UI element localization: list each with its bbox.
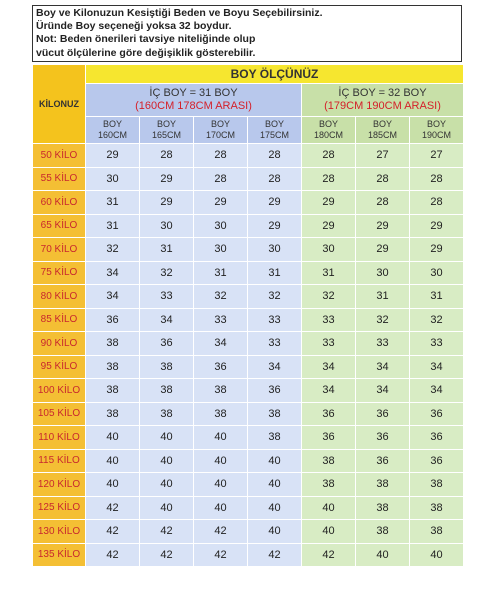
column-header-top: BOY bbox=[102, 119, 122, 129]
size-cell: 28 bbox=[248, 144, 302, 168]
size-cell: 42 bbox=[86, 543, 140, 567]
size-cell: 42 bbox=[248, 543, 302, 567]
size-cell: 27 bbox=[410, 144, 464, 168]
table-row bbox=[33, 285, 464, 309]
size-cell: 38 bbox=[86, 402, 140, 426]
size-cell: 42 bbox=[86, 496, 140, 520]
group-range: (160CM 178CM ARASI) bbox=[135, 100, 252, 112]
size-cell: 29 bbox=[86, 144, 140, 168]
table-row bbox=[33, 449, 464, 473]
size-cell: 32 bbox=[194, 285, 248, 309]
size-cell: 42 bbox=[140, 543, 194, 567]
kilo-cell: 55 KİLO bbox=[33, 167, 86, 191]
size-cell: 33 bbox=[356, 332, 410, 356]
size-cell: 30 bbox=[248, 238, 302, 262]
size-cell: 38 bbox=[356, 520, 410, 544]
size-cell: 30 bbox=[410, 261, 464, 285]
size-cell: 38 bbox=[356, 473, 410, 497]
size-cell: 29 bbox=[140, 191, 194, 215]
column-header bbox=[302, 117, 356, 144]
size-cell: 34 bbox=[356, 355, 410, 379]
size-cell: 42 bbox=[302, 543, 356, 567]
size-cell: 33 bbox=[302, 332, 356, 356]
size-cell: 40 bbox=[86, 449, 140, 473]
column-header-top: BOY bbox=[210, 119, 230, 129]
table-row bbox=[33, 496, 464, 520]
size-cell: 38 bbox=[140, 402, 194, 426]
size-cell: 40 bbox=[248, 449, 302, 473]
group-header-32 bbox=[302, 84, 464, 117]
size-cell: 28 bbox=[356, 191, 410, 215]
kilo-cell: 60 KİLO bbox=[33, 191, 86, 215]
size-cell: 29 bbox=[194, 191, 248, 215]
size-chart-table bbox=[32, 64, 464, 567]
size-cell: 28 bbox=[194, 167, 248, 191]
size-cell: 36 bbox=[356, 449, 410, 473]
column-header-top: BOY bbox=[264, 119, 284, 129]
size-cell: 38 bbox=[194, 379, 248, 403]
size-cell: 30 bbox=[86, 167, 140, 191]
size-cell: 28 bbox=[194, 144, 248, 168]
size-cell: 34 bbox=[302, 355, 356, 379]
size-cell: 30 bbox=[302, 238, 356, 262]
size-cell: 38 bbox=[86, 355, 140, 379]
table-row bbox=[33, 261, 464, 285]
size-cell: 30 bbox=[194, 238, 248, 262]
kilo-cell: 115 KİLO bbox=[33, 449, 86, 473]
size-cell: 28 bbox=[410, 191, 464, 215]
kilo-cell: 90 KİLO bbox=[33, 332, 86, 356]
size-cell: 27 bbox=[356, 144, 410, 168]
size-cell: 31 bbox=[248, 261, 302, 285]
column-header-top: BOY bbox=[318, 119, 338, 129]
size-cell: 33 bbox=[248, 308, 302, 332]
size-cell: 38 bbox=[194, 402, 248, 426]
table-row bbox=[33, 520, 464, 544]
size-cell: 34 bbox=[86, 261, 140, 285]
column-header-bottom: 190CM bbox=[421, 130, 451, 140]
table-row bbox=[33, 355, 464, 379]
size-cell: 28 bbox=[302, 167, 356, 191]
table-row bbox=[33, 402, 464, 426]
table-row bbox=[33, 308, 464, 332]
size-cell: 40 bbox=[194, 449, 248, 473]
kilo-cell: 125 KİLO bbox=[33, 496, 86, 520]
size-cell: 34 bbox=[140, 308, 194, 332]
size-cell: 40 bbox=[86, 426, 140, 450]
size-cell: 31 bbox=[410, 285, 464, 309]
size-cell: 40 bbox=[302, 520, 356, 544]
kilo-cell: 65 KİLO bbox=[33, 214, 86, 238]
size-cell: 38 bbox=[86, 379, 140, 403]
info-note bbox=[32, 5, 462, 62]
size-cell: 42 bbox=[194, 520, 248, 544]
size-cell: 38 bbox=[140, 379, 194, 403]
size-cell: 34 bbox=[194, 332, 248, 356]
kilo-cell: 110 KİLO bbox=[33, 426, 86, 450]
size-cell: 42 bbox=[86, 520, 140, 544]
size-cell: 30 bbox=[356, 261, 410, 285]
size-cell: 40 bbox=[302, 496, 356, 520]
note-line: Üründe Boy seçeneği yoksa 32 boydur. bbox=[36, 20, 232, 33]
size-cell: 31 bbox=[194, 261, 248, 285]
size-cell: 40 bbox=[248, 520, 302, 544]
size-cell: 32 bbox=[410, 308, 464, 332]
column-header bbox=[410, 117, 464, 144]
size-cell: 29 bbox=[248, 214, 302, 238]
size-cell: 29 bbox=[410, 214, 464, 238]
size-cell: 29 bbox=[140, 167, 194, 191]
size-cell: 42 bbox=[140, 520, 194, 544]
size-cell: 36 bbox=[356, 402, 410, 426]
size-cell: 36 bbox=[410, 402, 464, 426]
size-cell: 33 bbox=[140, 285, 194, 309]
column-header bbox=[140, 117, 194, 144]
size-cell: 28 bbox=[248, 167, 302, 191]
size-cell: 31 bbox=[140, 238, 194, 262]
size-cell: 29 bbox=[410, 238, 464, 262]
table-title: BOY ÖLÇÜNÜZ bbox=[86, 65, 464, 84]
size-cell: 40 bbox=[140, 473, 194, 497]
size-cell: 40 bbox=[86, 473, 140, 497]
kilo-cell: 135 KİLO bbox=[33, 543, 86, 567]
table-row bbox=[33, 426, 464, 450]
column-header bbox=[194, 117, 248, 144]
size-cell: 36 bbox=[302, 426, 356, 450]
kilo-cell: 75 KİLO bbox=[33, 261, 86, 285]
size-cell: 38 bbox=[248, 426, 302, 450]
column-header bbox=[356, 117, 410, 144]
size-cell: 40 bbox=[194, 496, 248, 520]
column-header-top: BOY bbox=[426, 119, 446, 129]
column-header-bottom: 175CM bbox=[259, 130, 289, 140]
size-cell: 32 bbox=[248, 285, 302, 309]
group-label: İÇ BOY = 31 BOY bbox=[149, 87, 238, 99]
kilo-cell: 70 KİLO bbox=[33, 238, 86, 262]
size-cell: 29 bbox=[302, 191, 356, 215]
kilo-cell: 100 KİLO bbox=[33, 379, 86, 403]
column-header-bottom: 160CM bbox=[97, 130, 127, 140]
size-cell: 38 bbox=[302, 473, 356, 497]
kilo-cell: 80 KİLO bbox=[33, 285, 86, 309]
size-cell: 38 bbox=[410, 473, 464, 497]
size-cell: 36 bbox=[302, 402, 356, 426]
size-cell: 31 bbox=[86, 214, 140, 238]
size-cell: 28 bbox=[410, 167, 464, 191]
size-cell: 40 bbox=[194, 426, 248, 450]
size-cell: 40 bbox=[410, 543, 464, 567]
size-cell: 40 bbox=[248, 473, 302, 497]
kilo-cell: 95 KİLO bbox=[33, 355, 86, 379]
note-line: Not: Beden önerileri tavsiye niteliğinde olup bbox=[36, 33, 256, 46]
size-cell: 40 bbox=[194, 473, 248, 497]
size-cell: 34 bbox=[356, 379, 410, 403]
size-cell: 38 bbox=[140, 355, 194, 379]
size-cell: 33 bbox=[194, 308, 248, 332]
size-cell: 34 bbox=[86, 285, 140, 309]
size-cell: 36 bbox=[410, 426, 464, 450]
column-header-bottom: 185CM bbox=[367, 130, 397, 140]
size-cell: 36 bbox=[356, 426, 410, 450]
size-cell: 38 bbox=[86, 332, 140, 356]
size-cell: 38 bbox=[356, 496, 410, 520]
kilo-cell: 105 KİLO bbox=[33, 402, 86, 426]
column-header-top: BOY bbox=[372, 119, 392, 129]
note-line: vücut ölçülerine göre değişiklik gösterebilir. bbox=[36, 46, 256, 59]
size-cell: 32 bbox=[86, 238, 140, 262]
size-cell: 29 bbox=[302, 214, 356, 238]
size-cell: 33 bbox=[248, 332, 302, 356]
kilo-column-header: KİLONUZ bbox=[33, 65, 86, 144]
size-cell: 36 bbox=[140, 332, 194, 356]
size-cell: 28 bbox=[140, 144, 194, 168]
table-row bbox=[33, 238, 464, 262]
table-row bbox=[33, 144, 464, 168]
size-cell: 29 bbox=[248, 191, 302, 215]
size-cell: 40 bbox=[140, 496, 194, 520]
size-cell: 38 bbox=[410, 520, 464, 544]
size-cell: 32 bbox=[140, 261, 194, 285]
kilo-cell: 85 KİLO bbox=[33, 308, 86, 332]
size-cell: 28 bbox=[302, 144, 356, 168]
size-cell: 40 bbox=[248, 496, 302, 520]
size-cell: 34 bbox=[410, 379, 464, 403]
size-cell: 32 bbox=[302, 285, 356, 309]
size-cell: 34 bbox=[410, 355, 464, 379]
size-cell: 38 bbox=[248, 402, 302, 426]
size-cell: 38 bbox=[410, 496, 464, 520]
group-header-31 bbox=[86, 84, 302, 117]
size-cell: 31 bbox=[302, 261, 356, 285]
size-cell: 38 bbox=[302, 449, 356, 473]
size-cell: 34 bbox=[248, 355, 302, 379]
column-header-top: BOY bbox=[156, 119, 176, 129]
column-header bbox=[248, 117, 302, 144]
table-row bbox=[33, 473, 464, 497]
size-cell: 30 bbox=[194, 214, 248, 238]
size-cell: 31 bbox=[356, 285, 410, 309]
table-row bbox=[33, 379, 464, 403]
size-cell: 33 bbox=[410, 332, 464, 356]
size-cell: 28 bbox=[356, 167, 410, 191]
size-cell: 40 bbox=[356, 543, 410, 567]
size-cell: 36 bbox=[194, 355, 248, 379]
size-cell: 40 bbox=[140, 426, 194, 450]
size-cell: 36 bbox=[410, 449, 464, 473]
table-row bbox=[33, 543, 464, 567]
column-header bbox=[86, 117, 140, 144]
size-cell: 30 bbox=[140, 214, 194, 238]
kilo-cell: 50 KİLO bbox=[33, 144, 86, 168]
size-cell: 36 bbox=[248, 379, 302, 403]
size-cell: 29 bbox=[356, 214, 410, 238]
size-cell: 31 bbox=[86, 191, 140, 215]
column-header-bottom: 165CM bbox=[151, 130, 181, 140]
size-cell: 32 bbox=[356, 308, 410, 332]
group-range: (179CM 190CM ARASI) bbox=[324, 100, 441, 112]
table-row bbox=[33, 191, 464, 215]
note-line: Boy ve Kilonuzun Kesiştiği Beden ve Boyu Seçebilirsiniz. bbox=[36, 7, 323, 19]
size-cell: 34 bbox=[302, 379, 356, 403]
table-row bbox=[33, 332, 464, 356]
column-header-bottom: 180CM bbox=[313, 130, 343, 140]
table-row bbox=[33, 167, 464, 191]
column-header-bottom: 170CM bbox=[205, 130, 235, 140]
group-label: İÇ BOY = 32 BOY bbox=[338, 87, 427, 99]
size-cell: 36 bbox=[86, 308, 140, 332]
kilo-cell: 120 KİLO bbox=[33, 473, 86, 497]
size-cell: 40 bbox=[140, 449, 194, 473]
size-cell: 29 bbox=[356, 238, 410, 262]
table-row bbox=[33, 214, 464, 238]
size-cell: 33 bbox=[302, 308, 356, 332]
kilo-cell: 130 KİLO bbox=[33, 520, 86, 544]
size-cell: 42 bbox=[194, 543, 248, 567]
